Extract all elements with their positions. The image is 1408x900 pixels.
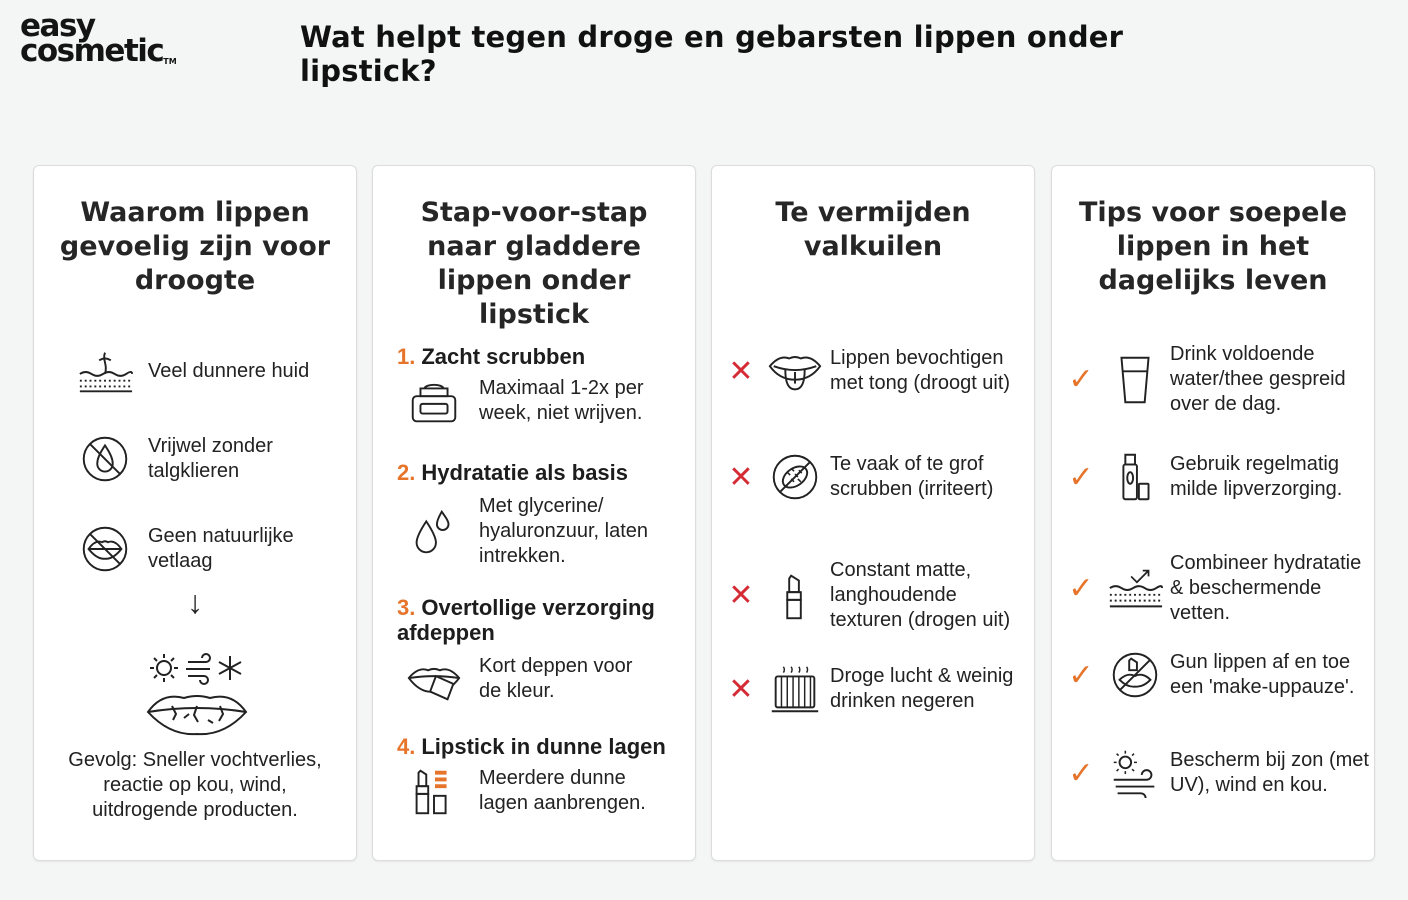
item-text: Bescherm bij zon (met UV), wind en kou. [1170, 749, 1369, 796]
step-number: 4. [397, 734, 416, 759]
list-item [76, 434, 298, 484]
blotting-lips-icon [405, 654, 463, 704]
step-title: 3. Overtollige verzorging afdeppen [397, 595, 655, 645]
list-item [726, 452, 1030, 502]
item-text: Constant matte, langhoudende texturen (drogen uit) [830, 559, 1011, 631]
cross-icon: ✕ [728, 460, 754, 494]
item-text: Droge lucht & weinig drinken negeren [830, 665, 1014, 712]
item-text: Drink voldoende water/thee gespreid over de dag. [1170, 343, 1346, 415]
step-item [405, 376, 659, 426]
item-text: Gebruik regelmatig milde lipverzorging. [1170, 453, 1343, 500]
item-text: Gun lippen af en toe een 'make-uppauze'. [1170, 651, 1355, 698]
check-icon: ✓ [1068, 756, 1094, 790]
step-title: 2. Hydratatie als basis [397, 460, 629, 485]
item-text: Geen natuurlijke vetlaag [148, 525, 294, 572]
panel-heading: Te vermijden valkuilen [775, 197, 971, 262]
sun-wind-icon [1106, 748, 1164, 798]
step-item [405, 654, 659, 704]
panel-heading: Tips voor soepele lippen in het dagelijks leven [1078, 197, 1348, 296]
cross-icon: ✕ [728, 579, 754, 612]
check-icon: ✓ [1068, 363, 1094, 396]
step-title: 1. Zacht scrubben [397, 344, 586, 369]
cross-icon: ✕ [728, 354, 754, 388]
brand-logo [20, 8, 177, 70]
lipstick-layers-icon [405, 766, 463, 816]
list-item [1066, 650, 1370, 700]
check-icon: ✓ [1068, 572, 1094, 605]
step-text: Met glycerine/ hyaluronzuur, laten intrekken. [479, 495, 649, 567]
list-item [726, 664, 1030, 714]
panel-pitfalls [711, 165, 1035, 861]
list-item [76, 524, 318, 574]
list-item [1066, 452, 1370, 502]
scrub-jar-icon [405, 376, 463, 426]
lipstick-icon [766, 571, 824, 621]
logo-line-2: cosmetic™ [20, 33, 177, 70]
check-icon: ✓ [1068, 658, 1094, 692]
panel-heading: Stap-voor-stap naar gladdere lippen onder lipstick [420, 197, 648, 330]
lip-balm-icon [1106, 452, 1164, 502]
no-makeup-icon [1106, 650, 1164, 700]
step-text: Meerdere dunne lagen aanbrengen. [479, 767, 646, 814]
panel-step-by-step [372, 165, 696, 861]
check-icon: ✓ [1068, 460, 1094, 494]
item-text: Vrijwel zonder talgklieren [148, 435, 273, 482]
step-text: Kort deppen voor de kleur. [479, 655, 633, 702]
cross-icon: ✕ [728, 672, 754, 706]
panel-why-sensitive [33, 165, 357, 861]
panel-heading: Waarom lippen gevoelig zijn voor droogte [59, 197, 331, 296]
item-text: Te vaak of te grof scrubben (irriteert) [830, 453, 994, 500]
radiator-icon [766, 664, 824, 714]
consequence-text: Gevolg: Sneller vochtverlies, reactie op kou, wind, uitdrogende producten. [68, 749, 322, 821]
item-text: Lippen bevochtigen met tong (droogt uit) [830, 347, 1011, 394]
list-item [1066, 342, 1370, 417]
water-glass-icon [1106, 355, 1164, 405]
step-item [405, 766, 669, 816]
logo-line-1: easy [20, 8, 95, 44]
logo-trademark: TM [163, 57, 177, 67]
dry-lips-weather-icon [142, 646, 252, 738]
panel-daily-tips [1051, 165, 1375, 861]
down-arrow: ↓ [187, 584, 203, 620]
no-lips-icon [76, 524, 134, 574]
step-number: 2. [397, 460, 416, 485]
no-oil-icon [76, 434, 134, 484]
list-item [1066, 551, 1370, 626]
skin-layer-icon [76, 346, 134, 396]
list-item [726, 558, 1030, 633]
list-item [76, 346, 309, 396]
hydration-layer-icon [1106, 564, 1164, 614]
item-text: Combineer hydratatie & beschermende vetten. [1170, 552, 1362, 624]
scrub-brush-icon [766, 452, 824, 502]
step-title: 4. Lipstick in dunne lagen [397, 734, 666, 759]
step-number: 3. [397, 595, 416, 620]
step-item [405, 494, 669, 569]
step-text: Maximaal 1-2x per week, niet wrijven. [479, 377, 644, 424]
page-title: Wat helpt tegen droge en gebarsten lippen onder lipstick? [300, 20, 1124, 88]
list-item [1066, 748, 1370, 798]
tongue-lips-icon [766, 346, 824, 396]
step-number: 1. [397, 344, 416, 369]
list-item [726, 346, 1030, 396]
droplets-icon [405, 507, 463, 557]
item-text: Veel dunnere huid [148, 359, 310, 382]
